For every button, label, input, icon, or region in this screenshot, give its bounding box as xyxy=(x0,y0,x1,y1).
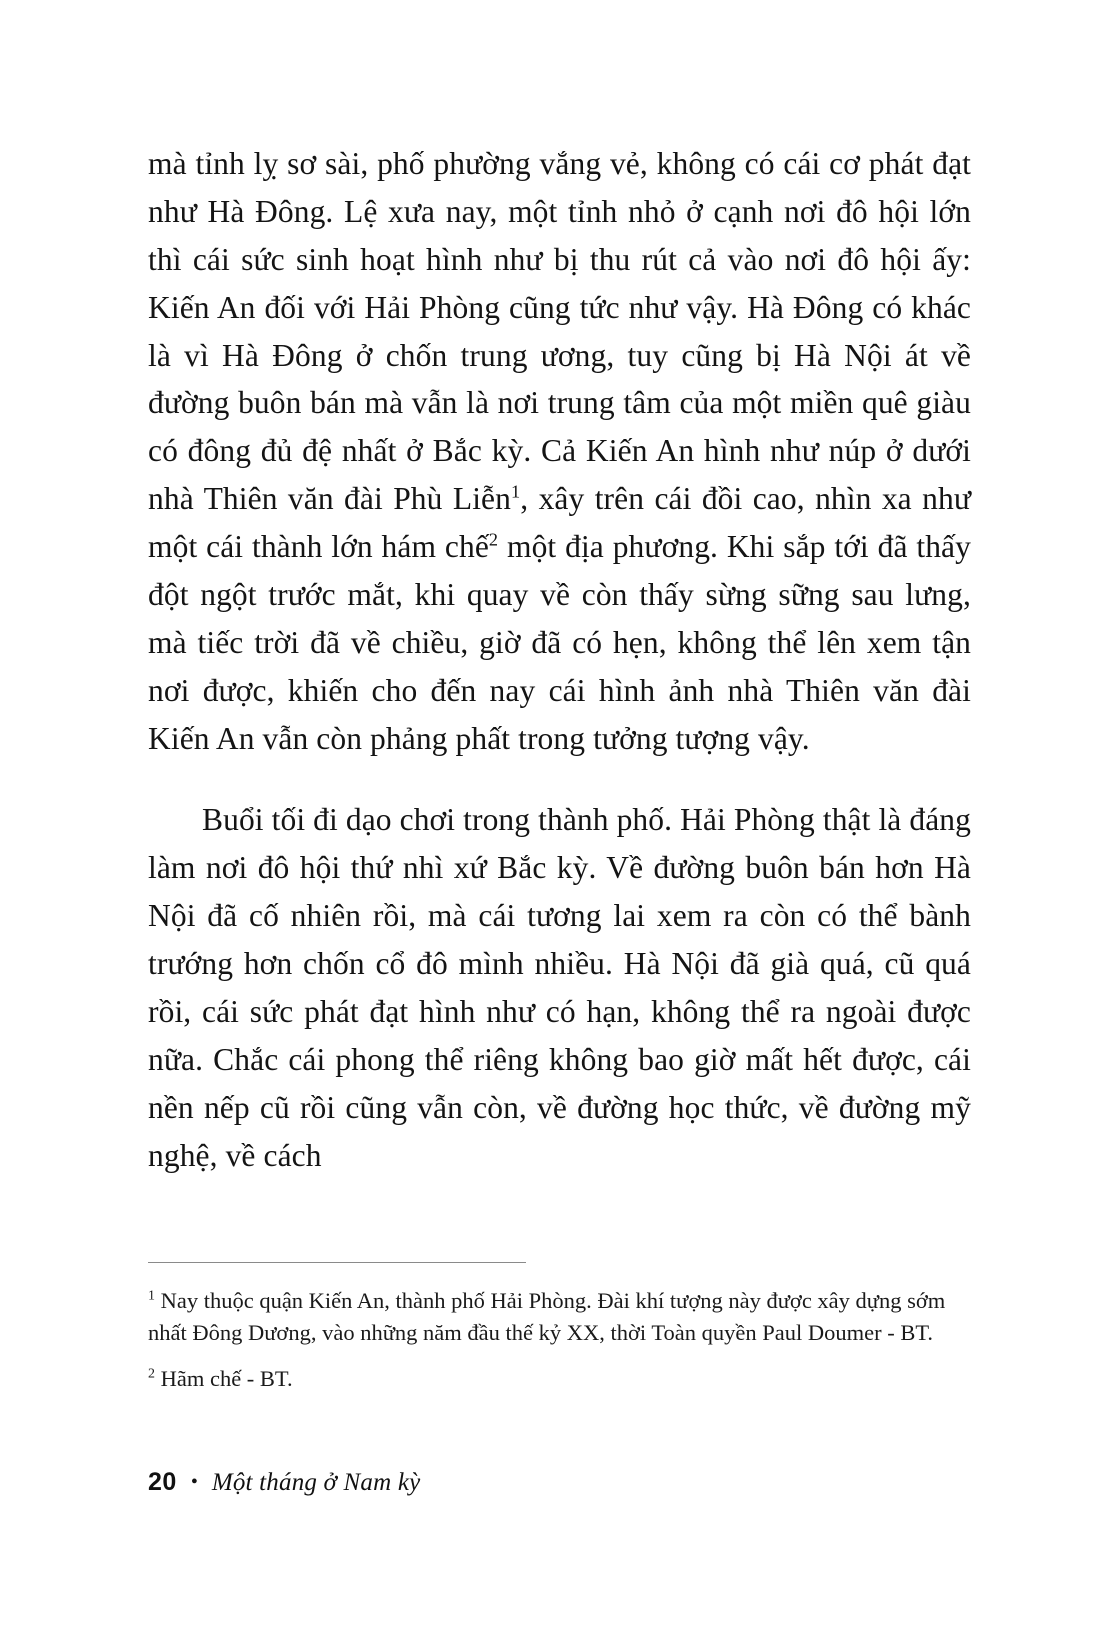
footnote-marker-2: 2 xyxy=(488,529,499,550)
paragraph-1 xyxy=(148,140,971,762)
footnote-2 xyxy=(148,1363,971,1395)
page-body xyxy=(148,140,971,1179)
running-title: Một tháng ở Nam kỳ xyxy=(211,1469,421,1496)
paragraph-1-text-part-3: một địa phương. Khi sắp tới đã thấy đột ngột trước mắt, khi quay về còn thấy sừng sững sau lưng, mà tiếc trời đã về chiều, giờ đã có hẹn, không thể lên xem tận nơi được, khiến cho đến nay cái hình ảnh nhà Thiên văn đài Kiến An vẫn còn phảng phất trong tưởng tượng vậy. xyxy=(148,529,971,756)
footnote-marker-1: 1 xyxy=(511,481,521,502)
footnote-area xyxy=(148,1262,971,1395)
footnote-1 xyxy=(148,1285,971,1349)
footer-separator-dot: • xyxy=(190,1471,198,1493)
paragraph-1-text-part-2: , xây trên cái đồi cao, nhìn xa như một cái thành lớn hám chế xyxy=(148,481,971,564)
footnote-1-marker: 1 xyxy=(148,1288,155,1304)
page-number: 20 xyxy=(148,1468,177,1496)
paragraph-1-text-part-1: mà tỉnh lỵ sơ sài, phố phường vắng vẻ, không có cái cơ phát đạt như Hà Đông. Lệ xưa nay, một tỉnh nhỏ ở cạnh nơi đô hội lớn thì cái sức sinh hoạt hình như bị thu rút cả vào nơi đô hội ấy: Kiến An đối với Hải Phòng cũng tức như vậy. Hà Đông có khác là vì Hà Đông ở chốn trung ương, tuy cũng bị Hà Nội át về đường buôn bán mà vẫn là nơi trung tâm của một miền quê giàu có đông đủ đệ nhất ở Bắc kỳ. Cả Kiến An hình như núp ở dưới nhà Thiên văn đài Phù Liễn xyxy=(148,146,971,517)
paragraph-2: Buổi tối đi dạo chơi trong thành phố. Hải Phòng thật là đáng làm nơi đô hội thứ nhì xứ Bắc kỳ. Về đường buôn bán hơn Hà Nội đã cố nhiên rồi, mà cái tương lai xem ra còn có thể bành trướng hơn chốn cổ đô mình nhiều. Hà Nội đã già quá, cũ quá rồi, cái sức phát đạt hình như có hạn, không thể ra ngoài được nữa. Chắc cái phong thể riêng không bao giờ mất hết được, cái nền nếp cũ rồi cũng vẫn còn, về đường học thức, về đường mỹ nghệ, về cách xyxy=(148,802,971,1173)
footnote-2-text: Hãm chế - BT. xyxy=(154,1365,293,1391)
footnote-separator-rule xyxy=(148,1262,526,1263)
footnote-2-marker: 2 xyxy=(148,1366,155,1382)
page-footer xyxy=(148,1468,420,1497)
footnote-1-text: Nay thuộc quận Kiến An, thành phố Hải Phòng. Đài khí tượng này được xây dựng sớm nhất Đông Dương, vào những năm đầu thế kỷ XX, thời Toàn quyền Paul Doumer - BT. xyxy=(148,1288,946,1345)
